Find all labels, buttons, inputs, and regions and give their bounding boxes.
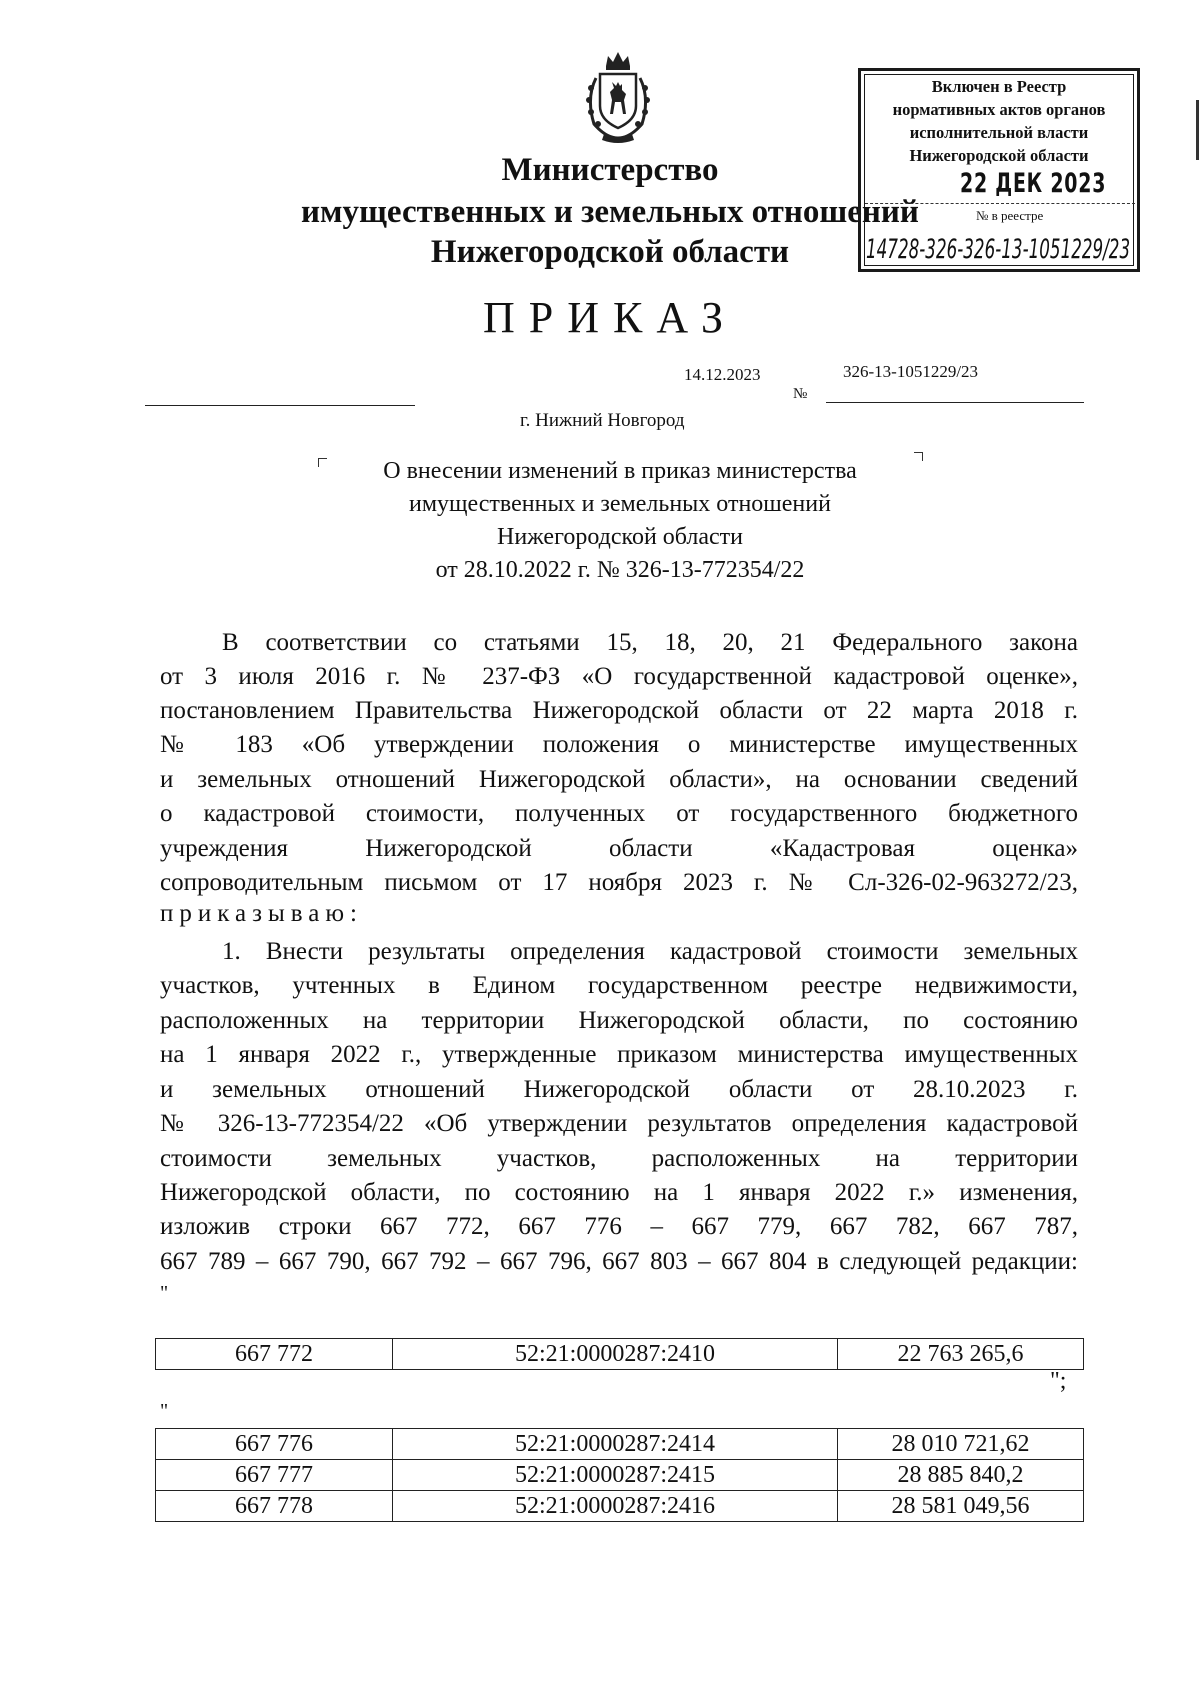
cadastral-number-cell: 52:21:0000287:2414	[393, 1429, 838, 1460]
body-line: 1. Внести результаты определения кадастровой стоимости земельных	[222, 938, 1078, 965]
cadastral-table-1	[155, 1338, 1084, 1370]
coat-of-arms-icon	[568, 48, 668, 146]
order-date: 14.12.2023	[684, 365, 761, 384]
cadastral-value-cell: 22 763 265,6	[838, 1339, 1084, 1370]
cadastral-table-2	[155, 1428, 1084, 1522]
stamp-divider	[865, 203, 1135, 204]
body-line: о кадастровой стоимости, полученных от государственного бюджетного	[160, 800, 1078, 827]
body-line: № 326-13-772354/22 «Об утверждении результатов определения кадастровой	[160, 1110, 1078, 1137]
body-line: 667 789 – 667 790, 667 792 – 667 796, 667 803 – 667 804 в следующей редакции:	[160, 1248, 1078, 1275]
ministry-name-line-1: Министерство	[501, 152, 719, 188]
table-row	[156, 1460, 1084, 1491]
stamp-line-2: нормативных актов органов	[892, 100, 1106, 119]
stamp-line-4: Нижегородской области	[909, 146, 1089, 165]
row-number-cell: 667 778	[156, 1491, 393, 1522]
stamp-line-3: исполнительной власти	[909, 123, 1089, 142]
subject-line-3: Нижегородской области	[496, 524, 744, 550]
stamp-registry-label: № в реестре	[976, 208, 1044, 223]
cadastral-number-cell: 52:21:0000287:2410	[393, 1339, 838, 1370]
body-line: № 183 «Об утверждении положения о министерстве имущественных	[160, 731, 1078, 758]
row-number-cell: 667 777	[156, 1460, 393, 1491]
body-line: учреждения Нижегородской области «Кадастровая оценка»	[160, 835, 1078, 862]
subject-line-4: от 28.10.2022 г. № 326-13-772354/22	[435, 557, 805, 583]
quote-close: ";	[1050, 1368, 1067, 1394]
quote-open: "	[160, 1400, 169, 1422]
ministry-name-line-3: Нижегородской области	[430, 234, 790, 270]
table-row	[156, 1491, 1084, 1522]
cadastral-value-cell: 28 885 840,2	[838, 1460, 1084, 1491]
cadastral-value-cell: 28 581 049,56	[838, 1491, 1084, 1522]
document-type-title: ПРИКАЗ	[482, 293, 738, 342]
order-city: г. Нижний Новгород	[520, 410, 685, 431]
order-directive-word: приказываю:	[160, 900, 363, 927]
cadastral-number-cell: 52:21:0000287:2416	[393, 1491, 838, 1522]
body-line: и земельных отношений Нижегородской области от 28.10.2023 г.	[160, 1076, 1078, 1103]
row-number-cell: 667 772	[156, 1339, 393, 1370]
body-line: участков, учтенных в Едином государственном реестре недвижимости,	[160, 972, 1078, 999]
stamp-date: 22 ДЕК 2023	[960, 168, 1107, 199]
table-row	[156, 1429, 1084, 1460]
body-line: сопроводительным письмом от 17 ноября 2023 г. № Сл-326-02-963272/23,	[160, 869, 1078, 896]
ministry-name-line-2: имущественных и земельных отношений	[301, 194, 919, 230]
table-row	[156, 1339, 1084, 1370]
order-number: 326-13-1051229/23	[843, 362, 979, 381]
body-line: на 1 января 2022 г., утвержденные приказом министерства имущественных	[160, 1041, 1078, 1068]
body-line: расположенных на территории Нижегородской области, по состоянию	[160, 1007, 1078, 1034]
body-line: и земельных отношений Нижегородской области», на основании сведений	[160, 766, 1078, 793]
body-line: В соответствии со статьями 15, 18, 20, 21 Федерального закона	[222, 629, 1078, 656]
quote-open: "	[160, 1282, 169, 1304]
stamp-line-1: Включен в Реестр	[931, 77, 1067, 96]
number-underline	[826, 402, 1084, 403]
date-underline	[145, 405, 415, 406]
body-line: постановлением Правительства Нижегородской области от 22 марта 2018 г.	[160, 697, 1078, 724]
body-line: стоимости земельных участков, расположенных на территории	[160, 1145, 1078, 1172]
cadastral-value-cell: 28 010 721,62	[838, 1429, 1084, 1460]
body-line: от 3 июля 2016 г. № 237-ФЗ «О государственной кадастровой оценке»,	[160, 663, 1078, 690]
body-line: изложив строки 667 772, 667 776 – 667 779, 667 782, 667 787,	[160, 1213, 1078, 1240]
cadastral-number-cell: 52:21:0000287:2415	[393, 1460, 838, 1491]
order-number-sign: №	[793, 386, 808, 402]
stamp-registry-number: 14728-326-326-13-1051229/23	[866, 234, 1131, 265]
scan-edge-mark	[1196, 100, 1199, 160]
body-line: Нижегородской области, по состоянию на 1 января 2022 г.» изменения,	[160, 1179, 1078, 1206]
row-number-cell: 667 776	[156, 1429, 393, 1460]
subject-line-1: О внесении изменений в приказ министерства	[383, 458, 857, 484]
subject-line-2: имущественных и земельных отношений	[409, 491, 831, 517]
